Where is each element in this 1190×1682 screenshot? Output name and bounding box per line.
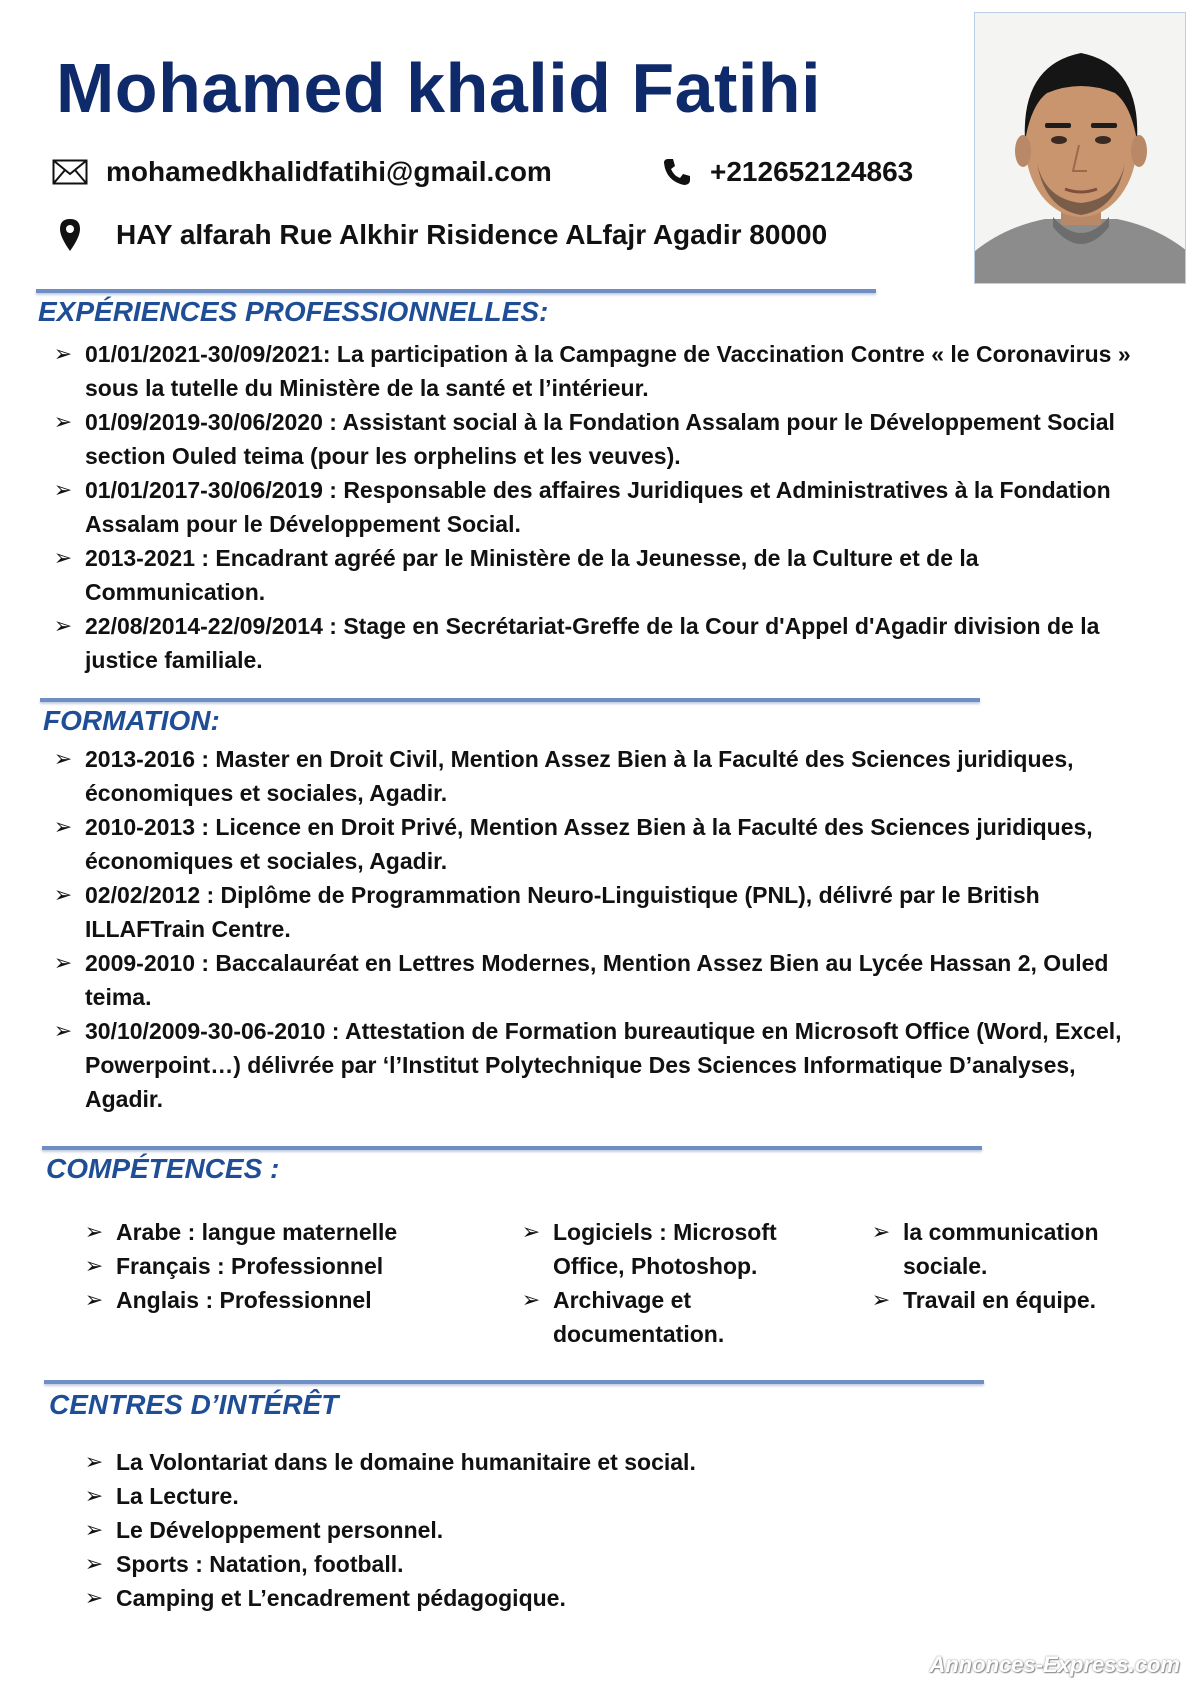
list-item: ➢ Le Développement personnel.: [116, 1513, 1016, 1547]
competences-title: COMPÉTENCES :: [46, 1153, 280, 1184]
address-row: [56, 218, 827, 252]
list-item: ➢ 01/09/2019-30/06/2020 : Assistant social à la Fondation Assalam pour le Développement Social section Ouled teima (pour les orphelins et les veuves).: [85, 405, 1135, 473]
phone-row: [660, 156, 913, 188]
skills-column-software: [521, 1215, 803, 1351]
list-item: ➢ 01/01/2021-30/09/2021: La participation à la Campagne de Vaccination Contre « le Coronavirus » sous la tutelle du Ministère de la santé et l’intérieur.: [85, 337, 1135, 405]
list-item: ➢ La Volontariat dans le domaine humanitaire et social.: [116, 1445, 1016, 1479]
skills-column-soft: [871, 1215, 1143, 1317]
list-item: ➢ Travail en équipe.: [903, 1283, 1143, 1317]
bullet-arrow-icon: ➢: [84, 1517, 104, 1542]
bullet-arrow-icon: ➢: [53, 341, 73, 366]
list-item: ➢ Anglais : Professionnel: [116, 1283, 476, 1317]
section-divider: [36, 289, 876, 293]
formation-title: FORMATION:: [43, 705, 220, 736]
bullet-arrow-icon: ➢: [84, 1253, 104, 1278]
bullet-arrow-icon: ➢: [84, 1287, 104, 1312]
profile-photo: [974, 12, 1186, 284]
list-item: ➢ Archivage et documentation.: [553, 1283, 803, 1351]
bullet-arrow-icon: ➢: [84, 1449, 104, 1474]
list-item: ➢ Sports : Natation, football.: [116, 1547, 1016, 1581]
postal-address: HAY alfarah Rue Alkhir Risidence ALfajr Agadir 80000: [116, 219, 828, 250]
skills-column-languages: [84, 1215, 476, 1317]
bullet-arrow-icon: ➢: [53, 613, 73, 638]
bullet-arrow-icon: ➢: [53, 746, 73, 771]
email-address[interactable]: mohamedkhalidfatihi@gmail.com: [106, 156, 552, 187]
bullet-arrow-icon: ➢: [84, 1219, 104, 1244]
list-item: ➢ 2009-2010 : Baccalauréat en Lettres Modernes, Mention Assez Bien au Lycée Hassan 2, Ouled teima.: [85, 946, 1145, 1014]
map-pin-icon: [56, 218, 84, 252]
list-item: ➢ Arabe : langue maternelle: [116, 1215, 476, 1249]
phone-number[interactable]: +212652124863: [710, 156, 914, 187]
list-item: ➢ 22/08/2014-22/09/2014 : Stage en Secrétariat-Greffe de la Cour d'Appel d'Agadir division de la justice familiale.: [85, 609, 1135, 677]
bullet-arrow-icon: ➢: [53, 950, 73, 975]
watermark: Annonces-Express.com: [929, 1652, 1180, 1677]
bullet-arrow-icon: ➢: [53, 477, 73, 502]
bullet-arrow-icon: ➢: [84, 1585, 104, 1610]
interets-title: CENTRES D’INTÉRÊT: [49, 1389, 339, 1420]
bullet-arrow-icon: ➢: [53, 814, 73, 839]
list-item: ➢ 2010-2013 : Licence en Droit Privé, Mention Assez Bien à la Faculté des Sciences juridiques, économiques et sociales, Agadir.: [85, 810, 1145, 878]
bullet-arrow-icon: ➢: [871, 1219, 891, 1244]
list-item: ➢ 01/01/2017-30/06/2019 : Responsable des affaires Juridiques et Administratives à la Fondation Assalam pour le Développement Social.: [85, 473, 1135, 541]
bullet-arrow-icon: ➢: [53, 882, 73, 907]
list-item: ➢ Camping et L’encadrement pédagogique.: [116, 1581, 1016, 1615]
list-item: ➢ 2013-2016 : Master en Droit Civil, Mention Assez Bien à la Faculté des Sciences juridiques, économiques et sociales, Agadir.: [85, 742, 1145, 810]
bullet-arrow-icon: ➢: [53, 545, 73, 570]
list-item: ➢ 2013-2021 : Encadrant agréé par le Ministère de la Jeunesse, de la Culture et de la Communication.: [85, 541, 1135, 609]
formation-list: [53, 742, 1145, 1116]
list-item: ➢ Logiciels : Microsoft Office, Photoshop.: [553, 1215, 803, 1283]
bullet-arrow-icon: ➢: [521, 1287, 541, 1312]
section-divider: [42, 1146, 982, 1150]
email-row: [50, 156, 552, 188]
bullet-arrow-icon: ➢: [84, 1483, 104, 1508]
list-item: ➢ 30/10/2009-30-06-2010 : Attestation de Formation bureautique en Microsoft Office (Word, Excel, Powerpoint…) délivrée par ‘l’Institut Polytechnique Des Sciences Informatique D’analyses, Agadir.: [85, 1014, 1145, 1116]
phone-icon: [660, 157, 694, 187]
profile-photo-illustration: [975, 13, 1186, 284]
list-item: ➢ Français : Professionnel: [116, 1249, 476, 1283]
bullet-arrow-icon: ➢: [521, 1219, 541, 1244]
interets-list: [84, 1445, 1016, 1615]
bullet-arrow-icon: ➢: [84, 1551, 104, 1576]
bullet-arrow-icon: ➢: [53, 409, 73, 434]
candidate-name: Mohamed khalid Fatihi: [56, 49, 822, 127]
bullet-arrow-icon: ➢: [53, 1018, 73, 1043]
bullet-arrow-icon: ➢: [871, 1287, 891, 1312]
section-divider: [40, 698, 980, 702]
experiences-title: EXPÉRIENCES PROFESSIONNELLES:: [38, 296, 549, 327]
section-divider: [44, 1380, 984, 1384]
list-item: ➢ 02/02/2012 : Diplôme de Programmation Neuro-Linguistique (PNL), délivré par le British ILLAFTrain Centre.: [85, 878, 1145, 946]
experiences-list: [53, 337, 1135, 677]
list-item: ➢ la communication sociale.: [903, 1215, 1143, 1283]
envelope-icon: [50, 159, 90, 185]
list-item: ➢ La Lecture.: [116, 1479, 1016, 1513]
